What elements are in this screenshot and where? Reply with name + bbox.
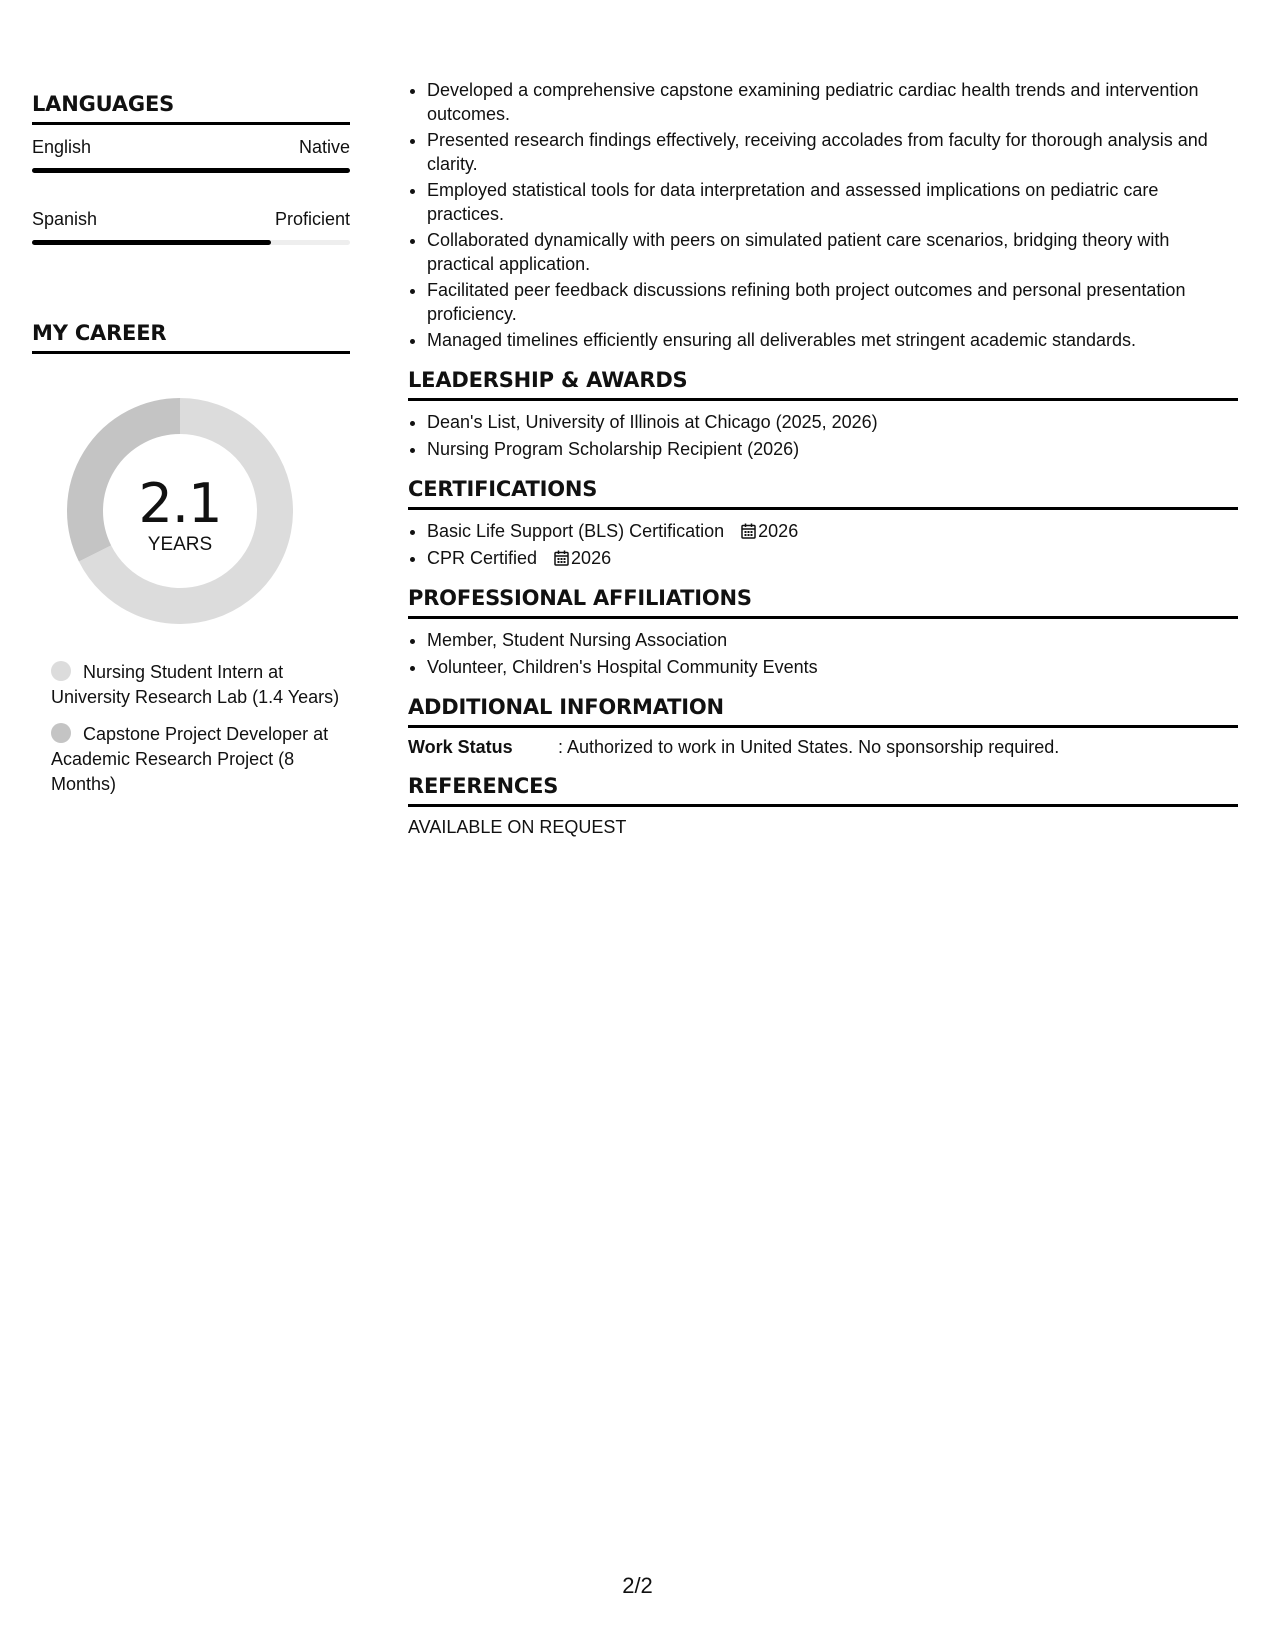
list-item: • Presented research findings effectively, receiving accolades from faculty for thorough analysis and clarity. bbox=[427, 128, 1238, 176]
leadership-heading: LEADERSHIP & AWARDS bbox=[408, 368, 1238, 401]
language-proficiency-bar bbox=[32, 240, 350, 245]
language-name: English bbox=[32, 137, 92, 157]
affiliations-section bbox=[408, 586, 1238, 679]
legend-dot-icon bbox=[51, 723, 71, 743]
right-column bbox=[408, 78, 1238, 838]
language-proficiency-fill bbox=[32, 168, 350, 173]
work-status-label: Work Status bbox=[408, 737, 513, 757]
certification-year: 2026 bbox=[758, 521, 799, 541]
career-legend-label: Nursing Student Intern at University Research Lab (1.4 Years) bbox=[51, 662, 340, 707]
calendar-icon bbox=[554, 550, 569, 566]
project-bullet-list bbox=[408, 78, 1238, 352]
work-status-value: : Authorized to work in United States. No sponsorship required. bbox=[558, 737, 1060, 757]
list-item: • Collaborated dynamically with peers on simulated patient care scenarios, bridging theory with practical application. bbox=[427, 228, 1238, 276]
list-item: • Developed a comprehensive capstone examining pediatric cardiac health trends and intervention outcomes. bbox=[427, 78, 1238, 126]
additional-info-heading: ADDITIONAL INFORMATION bbox=[408, 695, 1238, 728]
list-item: • Employed statistical tools for data interpretation and assessed implications on pediatric care practices. bbox=[427, 178, 1238, 226]
certification-name: CPR Certified bbox=[427, 548, 538, 568]
career-total-years: 2.1 bbox=[138, 472, 222, 535]
language-level: Proficient bbox=[274, 209, 350, 229]
career-donut-chart bbox=[67, 398, 293, 624]
list-item: • Volunteer, Children's Hospital Community Events bbox=[427, 655, 1238, 679]
additional-info-section bbox=[408, 695, 1238, 758]
calendar-icon bbox=[741, 523, 756, 539]
list-item: • Member, Student Nursing Association bbox=[427, 628, 1238, 652]
language-proficiency-fill bbox=[32, 240, 271, 245]
references-section bbox=[408, 774, 1238, 838]
certifications-heading: CERTIFICATIONS bbox=[408, 477, 1238, 510]
career-legend-label: Capstone Project Developer at Academic Research Project (8 Months) bbox=[51, 724, 329, 794]
career-heading: MY CAREER bbox=[32, 321, 350, 354]
language-name: Spanish bbox=[32, 209, 98, 229]
left-column bbox=[32, 92, 350, 809]
language-level: Native bbox=[298, 137, 350, 157]
certification-year: 2026 bbox=[571, 548, 612, 568]
certification-name: Basic Life Support (BLS) Certification bbox=[427, 521, 725, 541]
list-item: • Facilitated peer feedback discussions refining both project outcomes and personal presentation proficiency. bbox=[427, 278, 1238, 326]
references-heading: REFERENCES bbox=[408, 774, 1238, 807]
list-item: • Managed timelines efficiently ensuring all deliverables met stringent academic standards. bbox=[427, 328, 1238, 352]
language-english bbox=[32, 137, 350, 173]
legend-dot-icon bbox=[51, 661, 71, 681]
language-spanish bbox=[32, 209, 350, 245]
affiliations-heading: PROFESSIONAL AFFILIATIONS bbox=[408, 586, 1238, 619]
career-section bbox=[32, 321, 350, 797]
career-legend-item bbox=[51, 660, 341, 710]
list-item: • Dean's List, University of Illinois at Chicago (2025, 2026) bbox=[427, 410, 1238, 434]
languages-heading: LANGUAGES bbox=[32, 92, 350, 125]
certification-item bbox=[427, 546, 1238, 570]
certification-item bbox=[427, 519, 1238, 543]
list-item: • Nursing Program Scholarship Recipient (2026) bbox=[427, 437, 1238, 461]
leadership-section bbox=[408, 368, 1238, 461]
language-proficiency-bar bbox=[32, 168, 350, 173]
references-text: AVAILABLE ON REQUEST bbox=[408, 817, 627, 837]
career-legend bbox=[51, 660, 341, 797]
career-legend-item bbox=[51, 722, 341, 797]
career-total-unit: YEARS bbox=[147, 534, 213, 555]
page-number: 2/2 bbox=[622, 1573, 653, 1598]
certifications-section bbox=[408, 477, 1238, 570]
